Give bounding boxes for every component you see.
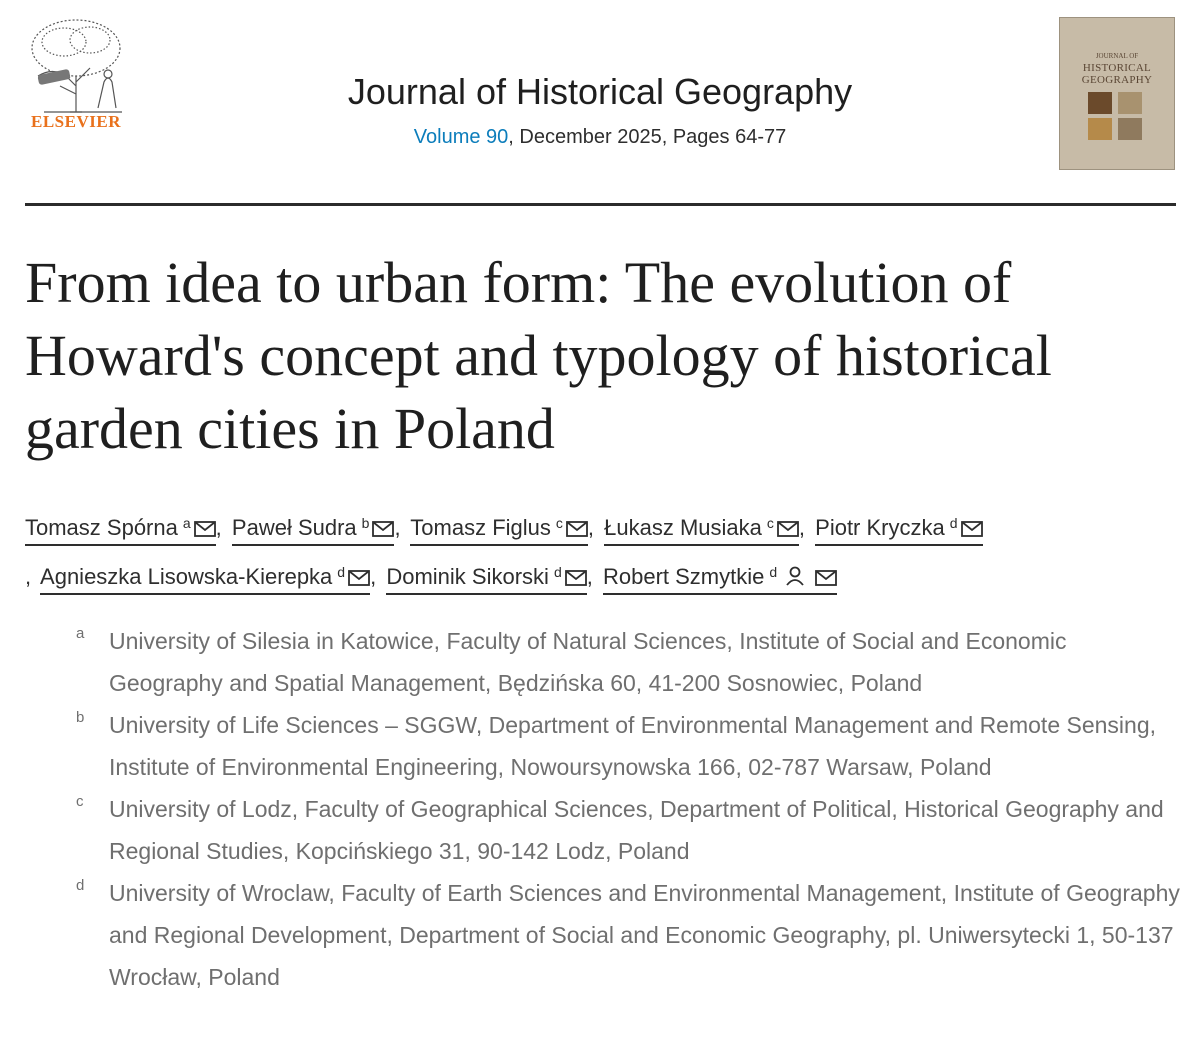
author-link[interactable]	[815, 515, 982, 546]
author-link[interactable]	[386, 564, 586, 595]
author-name: Dominik Sikorski	[386, 564, 549, 589]
cover-picture-3	[1088, 118, 1112, 140]
affiliation-text: University of Lodz, Faculty of Geographical Sciences, Department of Political, Historical Geography and Regional Studies, Kopcińskiego 31, 90-142 Lodz, Poland	[109, 796, 1164, 864]
affiliation-text: University of Wroclaw, Faculty of Earth Sciences and Environmental Management, Institute of Geography and Regional Development, Department of Social and Economic Geography, pl. Uniwersytecki 1, 50-137 Wrocław, Poland	[109, 880, 1180, 990]
journal-cover-image[interactable]	[1059, 17, 1175, 170]
author-separator: ,	[394, 515, 401, 540]
affiliation-item	[76, 704, 1186, 788]
author-separator: ,	[25, 564, 32, 589]
person-icon[interactable]	[785, 558, 805, 600]
affiliation-label: d	[76, 877, 85, 894]
author-affiliation-marker: d	[553, 564, 562, 580]
author-name: Łukasz Musiaka	[604, 515, 762, 540]
author-link[interactable]	[604, 515, 799, 546]
author-link[interactable]	[603, 564, 837, 595]
affiliation-label: c	[76, 793, 84, 810]
affiliation-item	[76, 872, 1186, 998]
cover-title	[1060, 50, 1174, 86]
author-name: Tomasz Spórna	[25, 515, 178, 540]
author-list	[25, 502, 1185, 600]
author-separator: ,	[215, 515, 222, 540]
affiliation-item	[76, 620, 1186, 704]
author-separator: ,	[587, 515, 595, 540]
cover-picture-2	[1118, 92, 1142, 114]
article-title: From idea to urban form: The evolution of Howard's concept and typology of historical garden cities in Poland	[25, 250, 1052, 461]
author-name: Agnieszka Lisowska-Kierepka	[40, 564, 333, 589]
envelope-icon[interactable]	[777, 509, 799, 551]
journal-title-link[interactable]: Journal of Historical Geography	[347, 71, 853, 112]
author-affiliation-marker: a	[182, 515, 191, 531]
cover-line-1: JOURNAL OF	[1095, 52, 1139, 60]
cover-picture-4	[1118, 118, 1142, 140]
author-link[interactable]	[40, 564, 370, 595]
header-divider	[25, 203, 1176, 206]
publisher-name: ELSEVIER	[31, 112, 121, 131]
author-name: Piotr Kryczka	[815, 515, 945, 540]
affiliation-text: University of Silesia in Katowice, Faculty of Natural Sciences, Institute of Social and Economic Geography and Spatial Management, Będzińska 60, 41-200 Sosnowiec, Poland	[109, 628, 1067, 696]
author-link[interactable]	[25, 515, 216, 546]
envelope-icon[interactable]	[194, 509, 216, 551]
author-affiliation-marker: d	[949, 515, 958, 531]
affiliation-label: b	[76, 709, 85, 726]
author-affiliation-marker: d	[769, 564, 778, 580]
envelope-icon[interactable]	[961, 509, 983, 551]
cover-line-2: HISTORICAL	[1082, 62, 1152, 74]
article-header	[0, 0, 1200, 205]
journal-info	[200, 70, 1000, 150]
author-separator: ,	[370, 564, 377, 589]
envelope-icon[interactable]	[348, 558, 370, 600]
author-affiliation-marker: d	[337, 564, 346, 580]
cover-line-3: GEOGRAPHY	[1081, 74, 1153, 86]
author-affiliation-marker: c	[555, 515, 563, 531]
volume-link[interactable]: Volume 90	[413, 126, 509, 148]
author-name: Paweł Sudra	[231, 515, 357, 540]
affiliation-item	[76, 788, 1186, 872]
author-affiliation-marker: c	[766, 515, 774, 531]
cover-picture-1	[1088, 92, 1112, 114]
envelope-icon[interactable]	[566, 509, 588, 551]
affiliation-text: University of Life Sciences – SGGW, Department of Environmental Management and Remote Sensing, Institute of Environmental Engineering, Nowoursynowska 166, 02-787 Warsaw, Poland	[109, 712, 1157, 780]
envelope-icon[interactable]	[565, 558, 587, 600]
author-link[interactable]	[232, 515, 395, 546]
author-separator: ,	[586, 564, 593, 589]
envelope-icon[interactable]	[815, 558, 837, 600]
author-name: Tomasz Figlus	[410, 515, 551, 540]
author-link[interactable]	[410, 515, 588, 546]
author-name: Robert Szmytkie	[602, 564, 765, 589]
affiliation-label: a	[76, 625, 85, 642]
envelope-icon[interactable]	[372, 509, 394, 551]
issue-line	[200, 124, 1000, 150]
issue-details: , December 2025, Pages 64-77	[508, 126, 787, 148]
author-separator: ,	[798, 515, 806, 540]
author-affiliation-marker: b	[361, 515, 370, 531]
affiliation-list	[76, 620, 1186, 998]
